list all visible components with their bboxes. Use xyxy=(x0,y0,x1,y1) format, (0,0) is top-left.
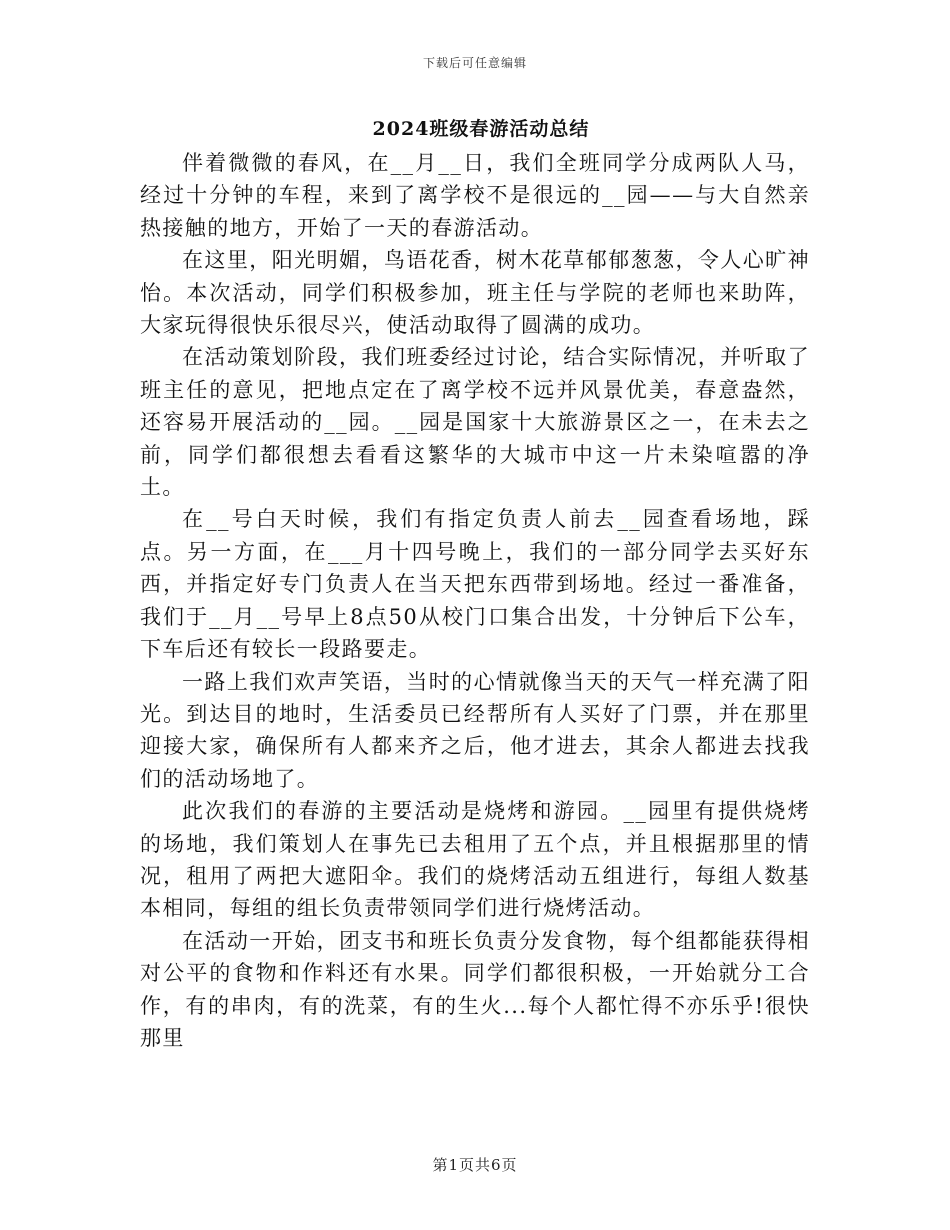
paragraph-7: 在活动一开始，团支书和班长负责分发食物，每个组都能获得相对公平的食物和作料还有水果。同学们都很积极，一开始就分工合作，有的串肉，有的洗菜，有的生火...每个人都忙得不亦乐乎!很快那里 xyxy=(140,928,810,1050)
page-indicator: 第1页共6页 xyxy=(432,1156,518,1174)
paragraph-2: 在这里，阳光明媚，鸟语花香，树木花草郁郁葱葱，令人心旷神怡。本次活动，同学们积极参加，班主任与学院的老师也来助阵，大家玩得很快乐很尽兴，使活动取得了圆满的成功。 xyxy=(140,248,810,338)
paragraph-4: 在__号白天时候，我们有指定负责人前去__园查看场地，踩点。另一方面，在___月十四号晚上，我们的一部分同学去买好东西，并指定好专门负责人在当天把东西带到场地。经过一番准备，我们于__月__号早上8点50从校门口集合出发，十分钟后下公车，下车后还有较长一段路要走。 xyxy=(140,507,810,662)
paragraph-6: 此次我们的春游的主要活动是烧烤和游园。__园里有提供烧烤的场地，我们策划人在事先已去租用了五个点，并且根据那里的情况，租用了两把大遮阳伞。我们的烧烤活动五组进行，每组人数基本相同，每组的组长负责带领同学们进行烧烤活动。 xyxy=(140,799,810,921)
document-body xyxy=(140,147,810,1054)
paragraph-1: 伴着微微的春风，在__月__日，我们全班同学分成两队人马，经过十分钟的车程，来到了离学校不是很远的__园——与大自然亲热接触的地方，开始了一天的春游活动。 xyxy=(140,151,810,240)
header-note: 下载后可任意编辑 xyxy=(422,56,527,70)
paragraph-5: 一路上我们欢声笑语，当时的心情就像当天的天气一样充满了阳光。到达目的地时，生活委员已经帮所有人买好了门票，并在那里迎接大家，确保所有人都来齐之后，他才进去，其余人都进去找我们的活动场地了。 xyxy=(140,669,810,791)
paragraph-3: 在活动策划阶段，我们班委经过讨论，结合实际情况，并听取了班主任的意见，把地点定在了离学校不远并风景优美，春意盎然，还容易开展活动的__园。__园是国家十大旅游景区之一，在未去之前，同学们都很想去看看这繁华的大城市中这一片未染喧嚣的净土。 xyxy=(140,345,810,500)
document-title: 2024班级春游活动总结 xyxy=(372,118,590,140)
